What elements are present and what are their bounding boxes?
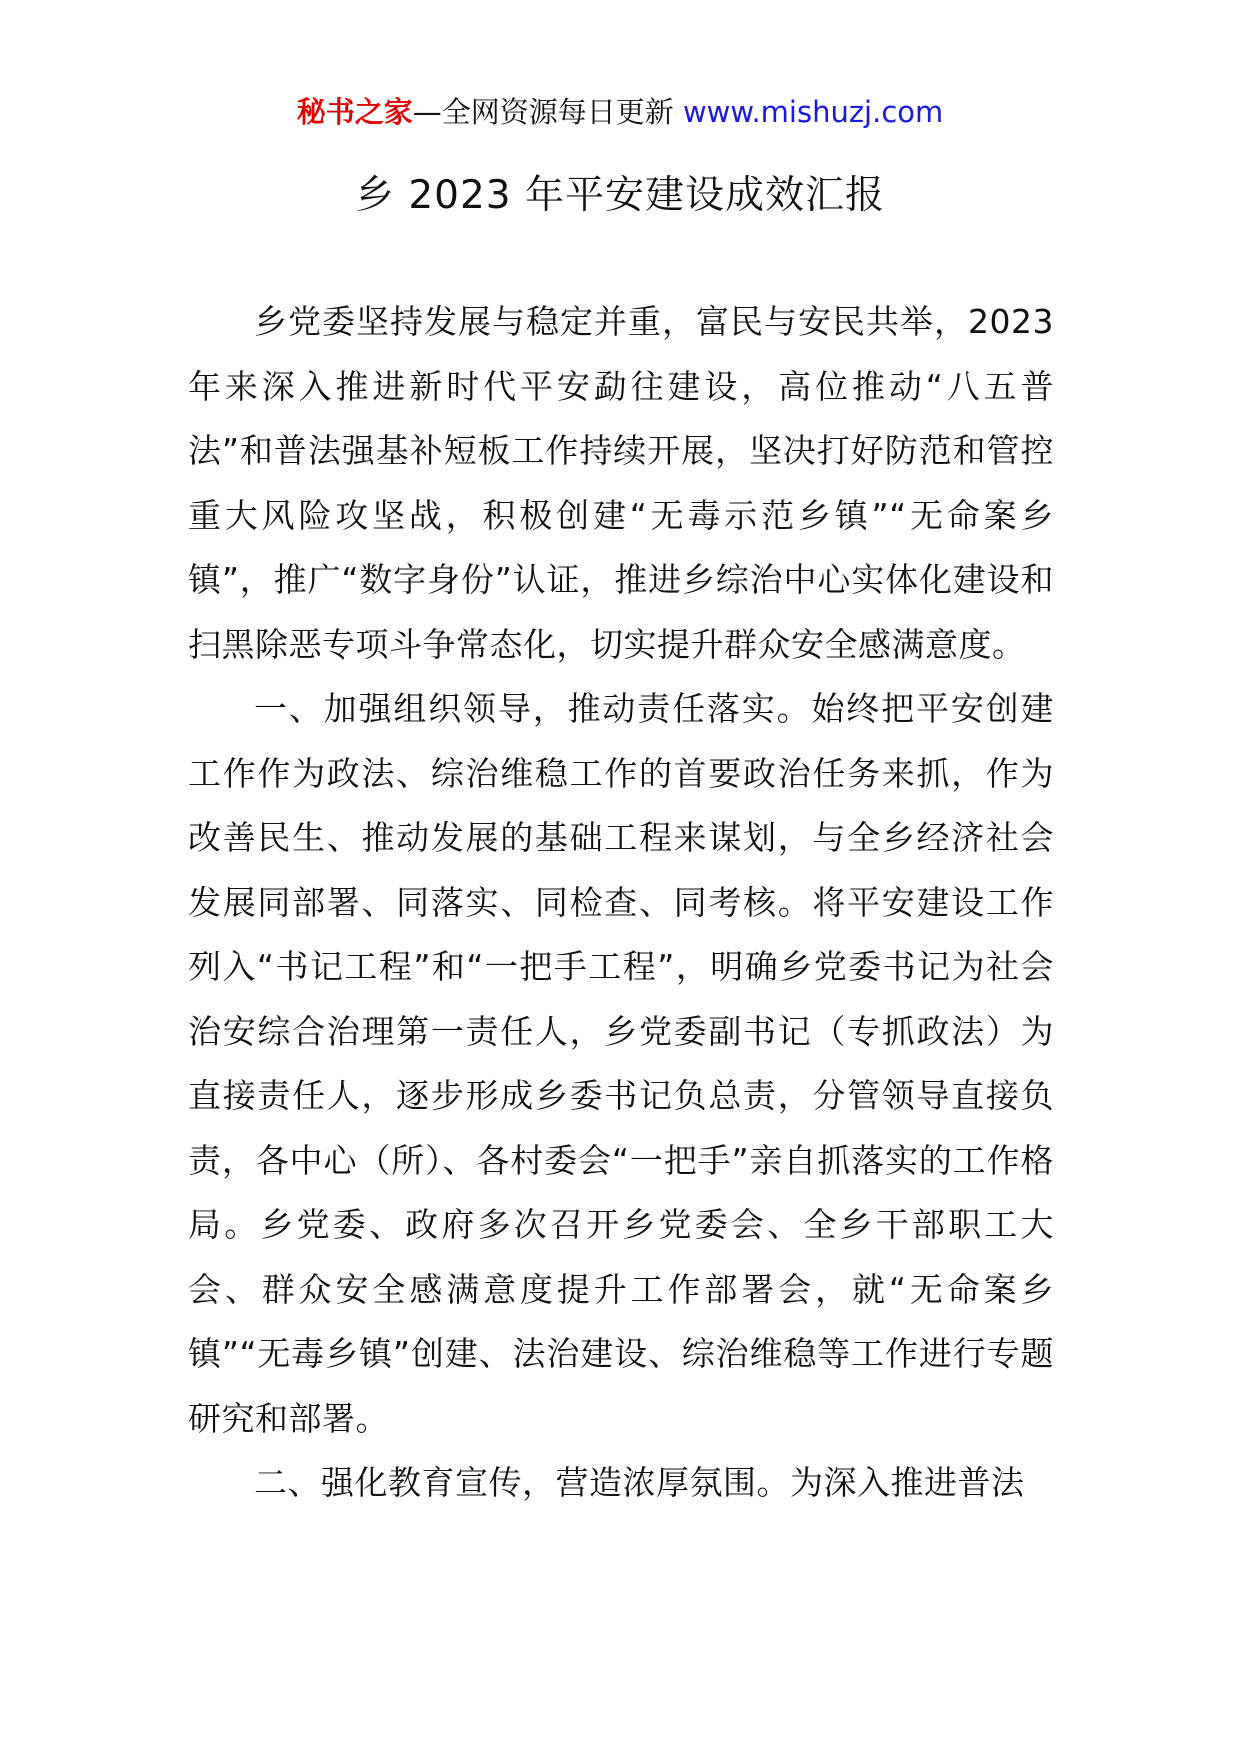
document-title: 乡 2023 年平安建设成效汇报 — [354, 173, 886, 218]
site-tagline: —全网资源每日更新 — [412, 95, 683, 129]
site-url[interactable]: www.mishuzj.com — [682, 95, 944, 129]
site-brand: 秘书之家 — [296, 95, 413, 129]
paragraph-section-1: 一、加强组织领导，推动责任落实。始终把平安创建工作作为政法、综治维稳工作的首要政治任务来抓，作为改善民生、推动发展的基础工程来谋划，与全乡经济社会发展同部署、同落实、同检查、同考核。将平安建设工作列入“书记工程”和“一把手工程”，明确乡党委书记为社会治安综合治理第一责任人，乡党委副书记（专抓政法）为直接责任人，逐步形成乡委书记负总责，分管领导直接负责，各中心（所）、各村委会“一把手”亲自抓落实的工作格局。乡党委、政府多次召开乡党委会、全乡干部职工大会、群众安全感满意度提升工作部署会，就“无命案乡镇”“无毒乡镇”创建、法治建设、综治维稳等工作进行专题研究和部署。 — [188, 689, 1054, 1438]
paragraph-intro: 乡党委坚持发展与稳定并重，富民与安民共举，2023年来深入推进新时代平安勐往建设，高位推动“八五普法”和普法强基补短板工作持续开展，坚决打好防范和管控重大风险攻坚战，积极创建“无毒示范乡镇”“无命案乡镇”，推广“数字身份”认证，推进乡综治中心实体化建设和扫黑除恶专项斗争常态化，切实提升群众安全感满意度。 — [188, 302, 1054, 664]
site-header — [0, 90, 1240, 134]
paragraph-section-2: 二、强化教育宣传，营造浓厚氛围。为深入推进普法 — [254, 1463, 1025, 1502]
document-body — [188, 290, 1054, 1516]
